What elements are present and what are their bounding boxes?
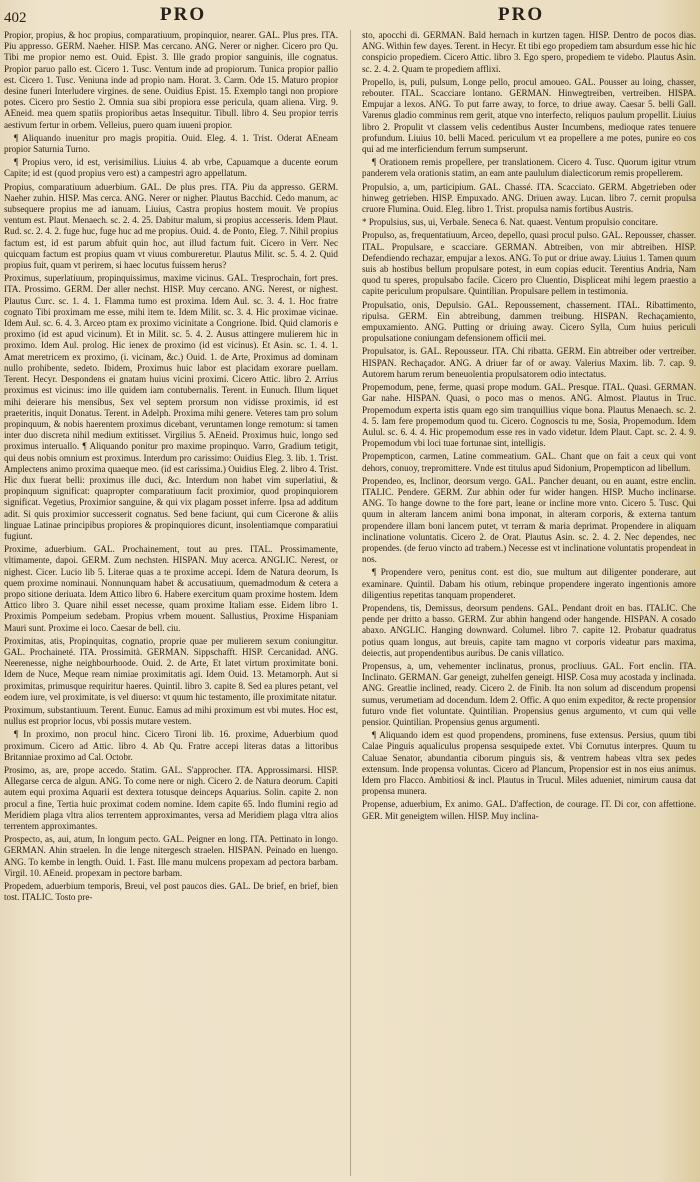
entry-propius: Propius, comparatiuum aduerbium. GAL. De plus pres. ITA. Piu da appresso. GERM. Naeher zuhin. HISP. Mas cerca. ANG. Nerer or nigher. Plautus Bacchid. Cedo manum, ac subsequere propius me ad ianuam. Liuius, Castra propius hostem mouit. Ve propius ventum est. Plaut. Menaech. sc. 2. 4. 25. Dabitur malum, si propius accesseris. Idem Plaut. Rud. sc. 2. 4. 2. fuge huc, fuge huc ad me propius. Ouid. 4. de Ponto, Eleg. 7. Nihil propius factum est, id est parum abfuit quin hoc, aut illud factum fuit. Cicero in Verr. Nec quicquam factum est propius quam vt viuus combureretur. Plautus Milit. sc. 5. 4. 2. Quid propius fuit, quam vt perirem, si haec locutus fuissem herus? (4, 181, 338, 271)
entry-propulsio: Propulsio, a, um, participium. GAL. Chassé. ITA. Scacciato. GERM. Abgetrieben oder hinweg getrieben. HISP. Empuxado. ANG. Driuen away. Lucan. libro 7. cernit propulsa cruore Flumina. Ouid. Eleg. libro 1. Trist. propulsa namis fortibus Austris. (362, 181, 696, 215)
entry-propense: Propense, aduerbium, Ex animo. GAL. D'affection, de courage. IT. Di cor, con affettione. GER. Mit geneigtem willen. HISP. Muy inclina- (362, 799, 696, 821)
entry-propulsius: * Propulsius, sus, ui, Verbale. Seneca 6. Nat. quaest. Ventum propulsio concitare. (362, 217, 658, 228)
entry-orationem: ¶ Orationem remis propellere, per translationem. Cicero 4. Tusc. Quorum igitur vtrum panderem vela orationis statim, an eam ante paululum dialecticorum remis propellerem. (362, 157, 696, 179)
entry-propedem: Propedem, aduerbium temporis, Breui, vel post paucos dies. GAL. De brief, en brief, bien tost. ITALIC. Tosto pre- (4, 881, 338, 903)
entry-prosimo: Prosimo, as, are, prope accedo. Statim. GAL. S'approcher. ITA. Approssimarsi. HISP. Allegarse cerca de algun. ANG. To come nere or nigh. Cicero 2. de Natura deorum. Capiti autem equi proxima Aquarii est dextera totusque deinceps Aquarius. Solin. capite 2. non procul a fine, Tertia huic proximat codem nomine. Idem capite 65. Indo flumini regio ad Meridiem plaga vltra alios terrentem approximantes, versa ad Meridiem plaga vltra alios terrentem approximantes. (4, 765, 338, 832)
entry-proximitas: Proximitas, atis, Propinquitas, cognatio, proprie quae per mulierem sexum coniungitur. GAL. Prochaineté. ITA. Prossimità. GERMAN. Sippschafft. HISP. Cercanidad. ANG. Neerenesse, nighe neighbourhoode. Ouid. 2. de Arte, Et latet virtum proximitate boni. Idem de Nuce, Meque ream nimiae proximitatis agi. Idem Ouid. 13. Metamorph. Aut si proximitas, primusque requiritur haeres. Quintil. libro 3. capite 8. Sed ea plures petant, vel eodem iure, vel proximitate, is vel diuerso: vt quum hic testamento, ille proximitate nitatur. (4, 635, 338, 702)
running-head-right: PRO (498, 4, 545, 25)
entry-propior-note: ¶ Aliquando inuenitur pro magis propitia. Ouid. Eleg. 4. 1. Trist. Oderat AEneam propior Saturnia Turno. (4, 132, 338, 155)
entry-in-proximo: ¶ In proximo, non procul hinc. Cicero Tironi lib. 16. proxime, Aduerbium quod proximum. Cicero ad Attic. libro 4. Ab Qu. Fratre accepi literas datas a littoribus Britanniae proximo ad Cal. Octobr. (4, 729, 338, 762)
column-divider (350, 30, 351, 1176)
entry-propendere-vero: ¶ Propendere vero, penitus cont. est dio, sue multum aut diligenter ponderare, aut examinare. Quintil. Dabam his otium, rebinque propendere ingerato ingentionis amore diligentius repetitas tanquam propenderet. (362, 567, 696, 600)
entry-propulso: Propulso, as, frequentatiuum, Arceo, depello, quasi procul pulso. GAL. Repousser, chasser. ITAL. Propulsare, e scacciare. GERMAN. Abtreiben, von mir abtreiben. HISP. Defendiendo rechazar, empujar a lexos. ANG. To put or driue away. Liuius 1. Tamen quum suis ab hostibus bellum propulsare potest, in eum copias educit. Terentius Andria, Nam quod tu speres, propulsabo facile. Cicero pro Cluentio, Displiceat mihi legem praestio a capite periculum propulsare. Quintilian. Propulsare pellem in testimonia. (362, 230, 696, 297)
entry-proxime: Proxime, aduerbium. GAL. Prochainement, tout au pres. ITAL. Prossimamente, vltimamente, dapoi. GERM. Zum nechsten. HISPAN. Muy acerca. ANGLIC. Nerest, or nighest. Cicer. Lucio lib 5. Literae quas a te proxime accepi. Idem de Natura deorum, Is quem proxime nominaui. Nonnunquam habet & accusatiuum, quemadmodum & cetera a propo sitione deriuata. Idem Attico libro 6. Habere exercitum quam proxime hostem. Idem Attico libro 3. Quare nihil esset necesse, quam proxime Italiam esse. Eidem libro 1. Proximis Pompeium sedebam. Propius vrbem mouent. Sallustius, Proxime Hispaniam Mauri sunt. Proxime ei loco. Caesar de bell. ciu. (4, 544, 338, 633)
entry-propello: Propello, is, puli, pulsum, Longe pello, procul amoueo. GAL. Pousser au loing, chasser, rebouter. ITAL. Scacciare lontano. GERMAN. Hinwegtreiben, vertreiben. HISPA. Empujar a lexos. ANG. To put farre away, to force, to driue away. Caesar 5. belli Gall. Varenus gladio comminus rem gerit, atque vno interfecto, reliquos paulum propellit. Liuius libro 2. Propulit vt classem velis cedentibus Auster Incumbens, medioque rates tenuere profundum. Liuius 10. belli Maced. periculum vt ea propellere a me potes, punire eo cos qui ad me interficiendum ferrum sumpserunt. (362, 76, 696, 155)
text-columns (4, 30, 696, 1176)
entry-propendens: Propendens, tis, Demissus, deorsum pendens. GAL. Pendant droit en bas. ITALIC. Che pende per dritto a basso. GERM. Zur abhin hangend oder hangende. HISPAN. A cosado abaxo. ANGLIC. Hanging downward. Columel. libro 7. capite 12. Probatur quadratus potius quam longus, aut breuis, capite tam magno vt corporis videatur pars maxima, deiectis, aut propendentibus auribus. De canis villatico. (362, 602, 696, 658)
entry-propendeo: Propendeo, es, Inclinor, deorsum vergo. GAL. Pancher deuant, ou en auant, estre enclin. ITALIC. Pendere. GERM. Zur abhin oder fur wider hangen. HISP. Mucho inclinarse. ANG. To hange downe to the fore part, leane or incline more vnto. Cicero 5. Tusc. Qui quum in alteram lancem animi bona imponat, in alteram corporis, & externa tantum propendere illam boni lancem putet, vt terram & maria deprimat. Propendere in aliquam inclinatione voluntatis. Cicero 2. de Orat. Plautus Asin. sc. 2. 4. 2. Nec dependes, nec propendes. (de feruo vincto ad trabem.) Necesse est vt inclinatione voluntatis propendeat in nos. (362, 475, 696, 565)
entry-propediem-cont: sto, apocchi di. GERMAN. Bald hernach in kurtzen tagen. HISP. Dentro de pocos dias. ANG. Within few dayes. Terent. in Hecyr. Et tibi ego propediem tam absurdum esse hic hic conspicio propediem. Cicero Attic. libro 3. Ego spero, propediem te videbo. Plautus Asin. sc. 2. 4. 2. Quam te propediem afflixi. (362, 30, 696, 74)
page-header (0, 4, 700, 26)
entry-proximus: Proximus, superlatiuum, propinquissimus, maxime vicinus. GAL. Tresprochain, fort pres. ITA. Prossimo. GERM. Der aller nechst. HISP. Muy cercano. ANG. Nerest, or nighest. Plautus Curc. sc. 1. 4. 1. Flamma tumo est proxima. Idem Aul. sc. 3. 4. 1. Hoc fratre cognato Tibi proximam me esse, mihi item te. Idem Milit. sc. 3. 4. Hic proximae vicinae. Idem Aul. sc. 6. 4. 3. Arceo ptam ex proximo vicinitate a Congrione. Ibid. Quid clamoris e proximo (id est apud vicinum). Et in Milit. sc. 5. 4. 2. Ausus attingere mulierem hic in proximo. Idem Aul. prolog. Hic ienex de proximo (id est vicinus). Et Asin. sc. 1. 4. 1. Amat meretricem ex proximo, (i. vicinam, &c.) Ouid. 1. de Arte, Proximus ad dominam nullo prohibente, sedeto. Ibidem, Proximus huic labor est placidam exorare puellam. Terent. Hecyr. Despondens ei gnatam huius vicini proximi. Cicero Attic. libro 2. Arrius proximus est vicinus: imo ille quidem iam contubernalis. Terent. in Eunuch. Illum liquet mihi deierare his mensibus, Sex vel septem prorsum non vidisse proximis, id est praeteritis, inquit Donatus. Terent. in Adelph. Proxima mihi genere. Veteres tam pro solum propinquum, & nobis haerentem proximus dicebant, veruntamen longe remotum: si tamen inter duo discreta nihil medium extitisset. Virgilius 5. AEneid. Proximus huic, longo sed proximus interuallo. ¶ Aliquando ponitur pro maxime propinquo. Varro, Gradium tetigit, qui deus nobis omnium est proximus. Interdum pro carissimo: Ouidius Eleg. 3. lib. 1. Trist. Amplectens animo proxima quaeque meo. (id est carissima.) Ouidius Eleg. 2. libro 4. Trist. Hic dux fuerat belli: proximus ille duci, &c. Interdum non habet vim superlatiui, & propinquum significat: quapropter comparatiuum facit proximior, quod propinquiorem significat. Vegetius, Proximior sanguine, & qui vix plagam posset inferre. Ipsa ad additum adit. Si quis proximior successerit cognatus. Sed bene faciunt, qui cum Cicerone & aliis linguae Latinae principibus propiores & propinquiores dicunt, insolentiamque comparatiui fugiunt. (4, 273, 338, 541)
entry-propius-vero: ¶ Propius vero, id est, verisimilius. Liuius 4. ab vrbe, Capuamque a ducente eorum Capite; id est (quod propius vero est) a campestri agro appellatum. (4, 157, 338, 179)
entry-prospecto: Prospecto, as, aui, atum, In longum pecto. GAL. Peigner en long. ITA. Pettinato in longo. GERMAN. Ahin straelen. In die lenge nitergesch straelen. HISPAN. Peinado en luengo. ANG. To kembe in length. Ouid. 1. Fast. Ille manu mulcens propexam ad pectora barbam. Virgil. 10. AEneid. propexam in pectore barbam. (4, 834, 338, 878)
page-number: 402 (4, 10, 27, 26)
entry-propulsator: Propulsator, is. GAL. Repousseur. ITA. Chi ribatta. GERM. Ein abtreiber oder vertreiber. HISPAN. Rechaçador. ANG. A driuer far of or away. Valerius Maxim. lib. 7. cap. 9. Autorem harum rerum beneuolentia propulsatorem odio intectatus. (362, 346, 696, 379)
right-column (362, 30, 696, 1176)
left-column (4, 30, 338, 1176)
entry-propemodum: Propemodum, pene, ferme, quasi prope modum. GAL. Presque. ITAL. Quasi. GERMAN. Gar nahe. HISPAN. Quasi, o poco mas o menos. ANG. Almost. Plautus in Truc. Propemodum experta istis quam ego sim tranquillius vique bona. Plautus Menaech. sc. 2. 4. 5. Iam fere propemodum quod tu. Cicero. Cognoscis tu me, Sosia, Propemodum. Idem Aulul. sc. 6. 4. 4. Hic propemodum esse res in vado videtur. Idem Plaut. Capt. sc. 2. 4. 9. Propemodum vbi loci tuae fortunae sint, intelligis. (362, 382, 696, 449)
entry-propulsatio: Propulsatio, onis, Depulsio. GAL. Repoussement, chassement. ITAL. Ribattimento, ripulsa. GERM. Ein abtreibung, dammen treibung. HISPAN. Rechaçamiento, empuxamiento. ANG. Putting or driuing away. Cicero Sylla, Cum huius periculi propulsatione coniungam defensionem officii mei. (362, 299, 696, 344)
entry-propempticon: Propempticon, carmen, Latine commeatium. GAL. Chant que on fait a ceux qui vont dehors, conuoy, trepromittere. Vnde est titulus apud Sidonium, Propempticon ad libellum. (362, 451, 696, 473)
entry-aliquando-propensus: ¶ Aliquando idem est quod propendens, prominens, fuse extensus. Persius, quum tibi Calae Pinguis aqualiculus propensa sesquipede extet. Vbi Cornutus interpres. Quum tu Caluae Senator, abundantia ciborum pinguis sis, & ventrem habeas vltra sex pedes extensum. Inde propensa voluntas. Cicero ad Plancum, Propensior est in nos eius animus. Idem pro Flacco. Ambitiosi & incl. Plautus in Trucul. Miles adueniet, nimirum causa dat propensa munera. (362, 730, 696, 797)
running-head-left: PRO (160, 4, 207, 25)
entry-proximum: Proximum, substantiuum. Terent. Eunuc. Eamus ad mihi proximum est vbi mutes. Hoc est, nullus est proprior locus, vbi possis mutare vestem. (4, 704, 338, 727)
entry-propior: Propior, propius, & hoc propius, comparatiuum, propinquior, nearer. GAL. Plus pres. ITA. Piu appresso. GERM. Naeher. HISP. Mas cercano. ANG. Nerer or nigher. Cicero pro Qu. Tibi me propior nemo est. Ouid. Epist. 3. Ille grado propior sanguinis, ille cognatus. Propior paruo pallo est. Cicero 1. Tusc. Ventum inde ad propiorum. Tunica propior pallio est. Cicero 1. Tusc. Veniuna inde ad propio nam. Horat. 3. Carm. Ode 15. Maturo propior desine funeri Interludere virgines. de sene. Ouidius Epist. 15. Exemplo tangi non propiore potes. Cicero pro Sestio 2. Omnia sua sibi propiora esse pericula, quam aliena. Virg. 9. AEneid. mea quem spatiis propioribus aetas Insequitur. Tibull. libro 4. Seu propior terris aestivum fertur in orbem. Velleius, puero quam iuueni propior. (4, 30, 338, 130)
entry-propensus: Propensus, a, um, vehementer inclinatus, pronus, procliuus. GAL. Fort enclin. ITA. Inclinato. GERMAN. Gar geneigt, zuhelfen geneigt. HISP. Cosa muy acostada y inclinada. ANG. Greatlie inclined, ready. Cicero 2. de Finib. Ita non solum ad discendum propensi sumus, verumetiam ad docendum. Idem 2. Offic. A quo enim expeditor, & recte propensior futuro vnde fiet voluntate. Quintilian. Propensius genus argumento, vt cum qui velle pensior. Quintilian. Propensius genus argumenti. (362, 660, 696, 727)
